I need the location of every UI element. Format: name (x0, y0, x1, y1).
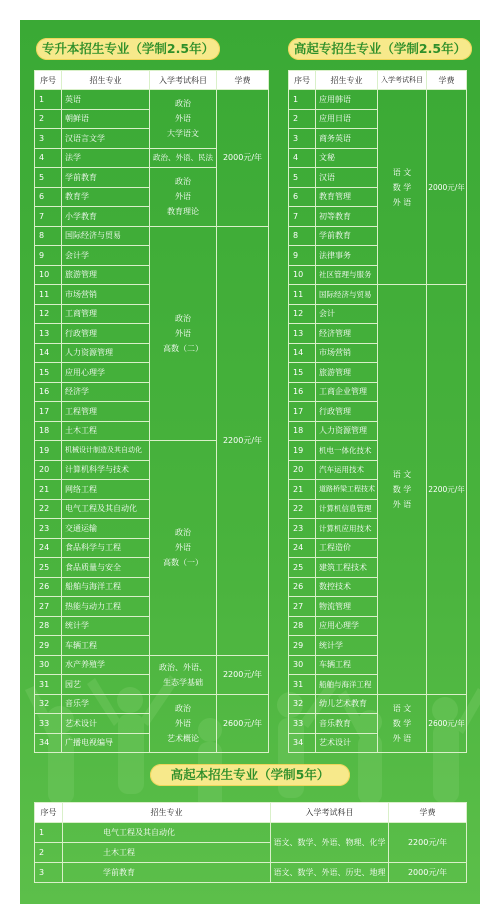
row-major: 食品科学与工程 (62, 538, 150, 558)
exam-line: 外语 (175, 114, 191, 124)
exam-line: 政治 (175, 99, 191, 109)
row-major: 国际经济与贸易 (316, 285, 378, 305)
exam-subjects (150, 168, 217, 227)
tuition-fee: 2200元/年 (389, 823, 467, 863)
row-major: 人力资源管理 (62, 343, 150, 363)
row-index: 9 (289, 246, 316, 266)
table-row (35, 226, 269, 246)
row-index: 33 (35, 714, 62, 734)
exam-line: 政治 (175, 528, 191, 538)
row-major: 法学 (62, 148, 150, 168)
row-index: 16 (289, 382, 316, 402)
row-major: 教育管理 (316, 187, 378, 207)
exam-line: 高数（一） (163, 558, 203, 568)
row-index: 18 (35, 421, 62, 441)
row-index: 16 (35, 382, 62, 402)
row-index: 14 (35, 343, 62, 363)
row-major: 工商企业管理 (316, 382, 378, 402)
row-major: 音乐学 (62, 694, 150, 714)
row-index: 1 (289, 90, 316, 110)
row-index: 34 (289, 733, 316, 753)
row-major: 应用心理学 (62, 363, 150, 383)
row-major: 道路桥梁工程技术 (316, 480, 378, 500)
row-major: 英语 (62, 90, 150, 110)
row-major: 园艺 (62, 675, 150, 695)
exam-subjects (378, 90, 427, 285)
row-index: 25 (35, 558, 62, 578)
row-index: 12 (35, 304, 62, 324)
tuition-fee: 2000元/年 (217, 90, 269, 227)
row-major: 电气工程及其自动化 (63, 823, 271, 843)
row-major: 工程管理 (62, 402, 150, 422)
row-major: 车辆工程 (62, 636, 150, 656)
row-major: 船舶与海洋工程 (62, 577, 150, 597)
row-major: 建筑工程技术 (316, 558, 378, 578)
row-major: 国际经济与贸易 (62, 226, 150, 246)
row-major: 小学教育 (62, 207, 150, 227)
row-index: 10 (289, 265, 316, 285)
row-major: 计算机信息管理 (316, 499, 378, 519)
row-index: 3 (35, 129, 62, 149)
row-index: 28 (35, 616, 62, 636)
row-index: 5 (35, 168, 62, 188)
table-row (35, 694, 269, 714)
row-index: 12 (289, 304, 316, 324)
exam-line: 教育理论 (167, 207, 199, 217)
row-major: 会计 (316, 304, 378, 324)
row-index: 28 (289, 616, 316, 636)
row-major: 人力资源管理 (316, 421, 378, 441)
tuition-fee: 2200元/年 (217, 655, 269, 694)
tuition-fee: 2000元/年 (389, 863, 467, 883)
row-major: 商务英语 (316, 129, 378, 149)
header-fee: 学费 (427, 71, 467, 90)
exam-subjects (150, 226, 217, 441)
row-major: 统计学 (62, 616, 150, 636)
row-major: 艺术设计 (316, 733, 378, 753)
row-major: 文秘 (316, 148, 378, 168)
row-index: 11 (35, 285, 62, 305)
row-index: 7 (35, 207, 62, 227)
row-major: 社区管理与服务 (316, 265, 378, 285)
row-index: 5 (289, 168, 316, 188)
row-major: 法律事务 (316, 246, 378, 266)
row-index: 2 (35, 109, 62, 129)
row-major: 广播电视编导 (62, 733, 150, 753)
tuition-fee: 2000元/年 (427, 90, 467, 285)
row-index: 10 (35, 265, 62, 285)
row-major: 市场营销 (316, 343, 378, 363)
row-major: 车辆工程 (316, 655, 378, 675)
row-index: 3 (289, 129, 316, 149)
row-index: 19 (35, 441, 62, 461)
row-major: 机电一体化技术 (316, 441, 378, 461)
table-row (289, 694, 467, 714)
exam-line: 数 学 (392, 484, 412, 494)
exam-line: 外 语 (392, 733, 412, 743)
table-row (35, 90, 269, 110)
row-index: 4 (35, 148, 62, 168)
row-major: 统计学 (316, 636, 378, 656)
row-index: 31 (35, 675, 62, 695)
row-index: 22 (35, 499, 62, 519)
row-index: 21 (35, 480, 62, 500)
row-index: 20 (35, 460, 62, 480)
row-major: 教育学 (62, 187, 150, 207)
row-index: 30 (35, 655, 62, 675)
header-exam: 入学考试科目 (378, 71, 427, 90)
row-major: 土木工程 (62, 421, 150, 441)
row-index: 11 (289, 285, 316, 305)
poster (20, 20, 480, 904)
row-major: 计算机应用技术 (316, 519, 378, 539)
row-index: 32 (289, 694, 316, 714)
exam-line: 外 语 (392, 197, 412, 207)
row-index: 15 (289, 363, 316, 383)
row-index: 8 (289, 226, 316, 246)
row-major: 应用心理学 (316, 616, 378, 636)
row-index: 14 (289, 343, 316, 363)
header-fee: 学费 (389, 803, 467, 823)
exam-subjects (150, 441, 217, 656)
row-major: 土木工程 (63, 843, 271, 863)
exam-line: 外语 (175, 718, 191, 728)
table-row (35, 655, 269, 675)
row-major: 行政管理 (62, 324, 150, 344)
row-index: 19 (289, 441, 316, 461)
row-major: 水产养殖学 (62, 655, 150, 675)
row-index: 24 (35, 538, 62, 558)
exam-subjects (150, 694, 217, 753)
row-index: 17 (289, 402, 316, 422)
row-major: 计算机科学与技术 (62, 460, 150, 480)
exam-subjects (378, 285, 427, 695)
exam-line: 政治 (175, 703, 191, 713)
table-row (35, 823, 467, 843)
row-index: 29 (35, 636, 62, 656)
row-index: 31 (289, 675, 316, 695)
row-major: 汽车运用技术 (316, 460, 378, 480)
row-index: 1 (35, 90, 62, 110)
row-index: 25 (289, 558, 316, 578)
left-section-title: 专升本招生专业（学制2.5年） (36, 38, 220, 60)
exam-line: 外语 (175, 543, 191, 553)
row-major: 朝鲜语 (62, 109, 150, 129)
exam-line: 数 学 (392, 718, 412, 728)
row-index: 1 (35, 823, 63, 843)
right-section-title: 高起专招生专业（学制2.5年） (288, 38, 472, 60)
row-index: 30 (289, 655, 316, 675)
exam-line: 语 文 (392, 469, 412, 479)
row-index: 24 (289, 538, 316, 558)
row-index: 23 (35, 519, 62, 539)
row-major: 数控技术 (316, 577, 378, 597)
tuition-fee: 2200元/年 (427, 285, 467, 695)
exam-line: 生态学基础 (163, 677, 203, 687)
row-index: 34 (35, 733, 62, 753)
row-major: 学前教育 (316, 226, 378, 246)
exam-line: 大学语文 (167, 129, 199, 139)
exam-subjects: 语文、数学、外语、物理、化学 (271, 823, 389, 863)
row-major: 学前教育 (62, 168, 150, 188)
row-major: 经济管理 (316, 324, 378, 344)
table-row (289, 285, 467, 305)
exam-subjects (378, 694, 427, 753)
header-index: 序号 (35, 803, 63, 823)
exam-line: 高数（二） (163, 343, 203, 353)
row-index: 27 (35, 597, 62, 617)
row-index: 21 (289, 480, 316, 500)
left-major-table (34, 70, 269, 753)
exam-line: 政治 (175, 177, 191, 187)
row-major: 学前教育 (63, 863, 271, 883)
exam-line: 外语 (175, 192, 191, 202)
tuition-fee: 2200元/年 (217, 226, 269, 655)
header-major: 招生专业 (316, 71, 378, 90)
row-index: 2 (289, 109, 316, 129)
right-major-table (288, 70, 467, 753)
row-index: 22 (289, 499, 316, 519)
exam-line: 数 学 (392, 182, 412, 192)
row-major: 旅游管理 (316, 363, 378, 383)
bottom-major-table (34, 802, 467, 883)
row-major: 热能与动力工程 (62, 597, 150, 617)
exam-line: 艺术概论 (167, 733, 199, 743)
row-major: 船舶与海洋工程 (316, 675, 378, 695)
tuition-fee: 2600元/年 (217, 694, 269, 753)
header-major: 招生专业 (63, 803, 271, 823)
row-major: 食品质量与安全 (62, 558, 150, 578)
row-index: 13 (35, 324, 62, 344)
row-index: 17 (35, 402, 62, 422)
row-major: 会计学 (62, 246, 150, 266)
bottom-section-title: 高起本招生专业（学制5年） (150, 764, 350, 786)
row-index: 6 (35, 187, 62, 207)
row-index: 29 (289, 636, 316, 656)
row-major: 音乐教育 (316, 714, 378, 734)
row-index: 8 (35, 226, 62, 246)
row-major: 工程造价 (316, 538, 378, 558)
exam-line: 政治、外语、 (159, 662, 207, 672)
row-index: 23 (289, 519, 316, 539)
exam-line: 外语 (175, 328, 191, 338)
table-row (289, 90, 467, 110)
row-index: 15 (35, 363, 62, 383)
row-major: 应用日语 (316, 109, 378, 129)
exam-subjects (150, 655, 217, 694)
header-index: 序号 (35, 71, 62, 90)
header-major: 招生专业 (62, 71, 150, 90)
exam-subjects (150, 90, 217, 149)
exam-line: 外 语 (392, 499, 412, 509)
row-major: 行政管理 (316, 402, 378, 422)
row-major: 初等教育 (316, 207, 378, 227)
row-major: 经济学 (62, 382, 150, 402)
row-major: 艺术设计 (62, 714, 150, 734)
row-index: 18 (289, 421, 316, 441)
row-index: 20 (289, 460, 316, 480)
row-index: 4 (289, 148, 316, 168)
exam-line: 政治 (175, 313, 191, 323)
row-major: 电气工程及其自动化 (62, 499, 150, 519)
row-index: 26 (35, 577, 62, 597)
row-index: 7 (289, 207, 316, 227)
row-major: 市场营销 (62, 285, 150, 305)
row-major: 工商管理 (62, 304, 150, 324)
row-major: 应用韩语 (316, 90, 378, 110)
header-exam: 入学考试科目 (271, 803, 389, 823)
row-major: 交通运输 (62, 519, 150, 539)
row-index: 32 (35, 694, 62, 714)
row-major: 汉语言文学 (62, 129, 150, 149)
row-index: 27 (289, 597, 316, 617)
header-index: 序号 (289, 71, 316, 90)
row-index: 33 (289, 714, 316, 734)
row-major: 网络工程 (62, 480, 150, 500)
row-major: 旅游管理 (62, 265, 150, 285)
row-index: 3 (35, 863, 63, 883)
row-index: 2 (35, 843, 63, 863)
row-major: 机械设计制造及其自动化 (62, 441, 150, 461)
row-index: 6 (289, 187, 316, 207)
row-index: 13 (289, 324, 316, 344)
row-major: 物流管理 (316, 597, 378, 617)
table-row (35, 863, 467, 883)
row-major: 幼儿艺术教育 (316, 694, 378, 714)
header-fee: 学费 (217, 71, 269, 90)
exam-subjects: 语文、数学、外语、历史、地理 (271, 863, 389, 883)
exam-line: 语 文 (392, 703, 412, 713)
exam-line: 语 文 (392, 167, 412, 177)
header-exam: 入学考试科目 (150, 71, 217, 90)
exam-subjects: 政治、外语、民法 (150, 148, 217, 168)
row-index: 9 (35, 246, 62, 266)
tuition-fee: 2600元/年 (427, 694, 467, 753)
row-major: 汉语 (316, 168, 378, 188)
row-index: 26 (289, 577, 316, 597)
